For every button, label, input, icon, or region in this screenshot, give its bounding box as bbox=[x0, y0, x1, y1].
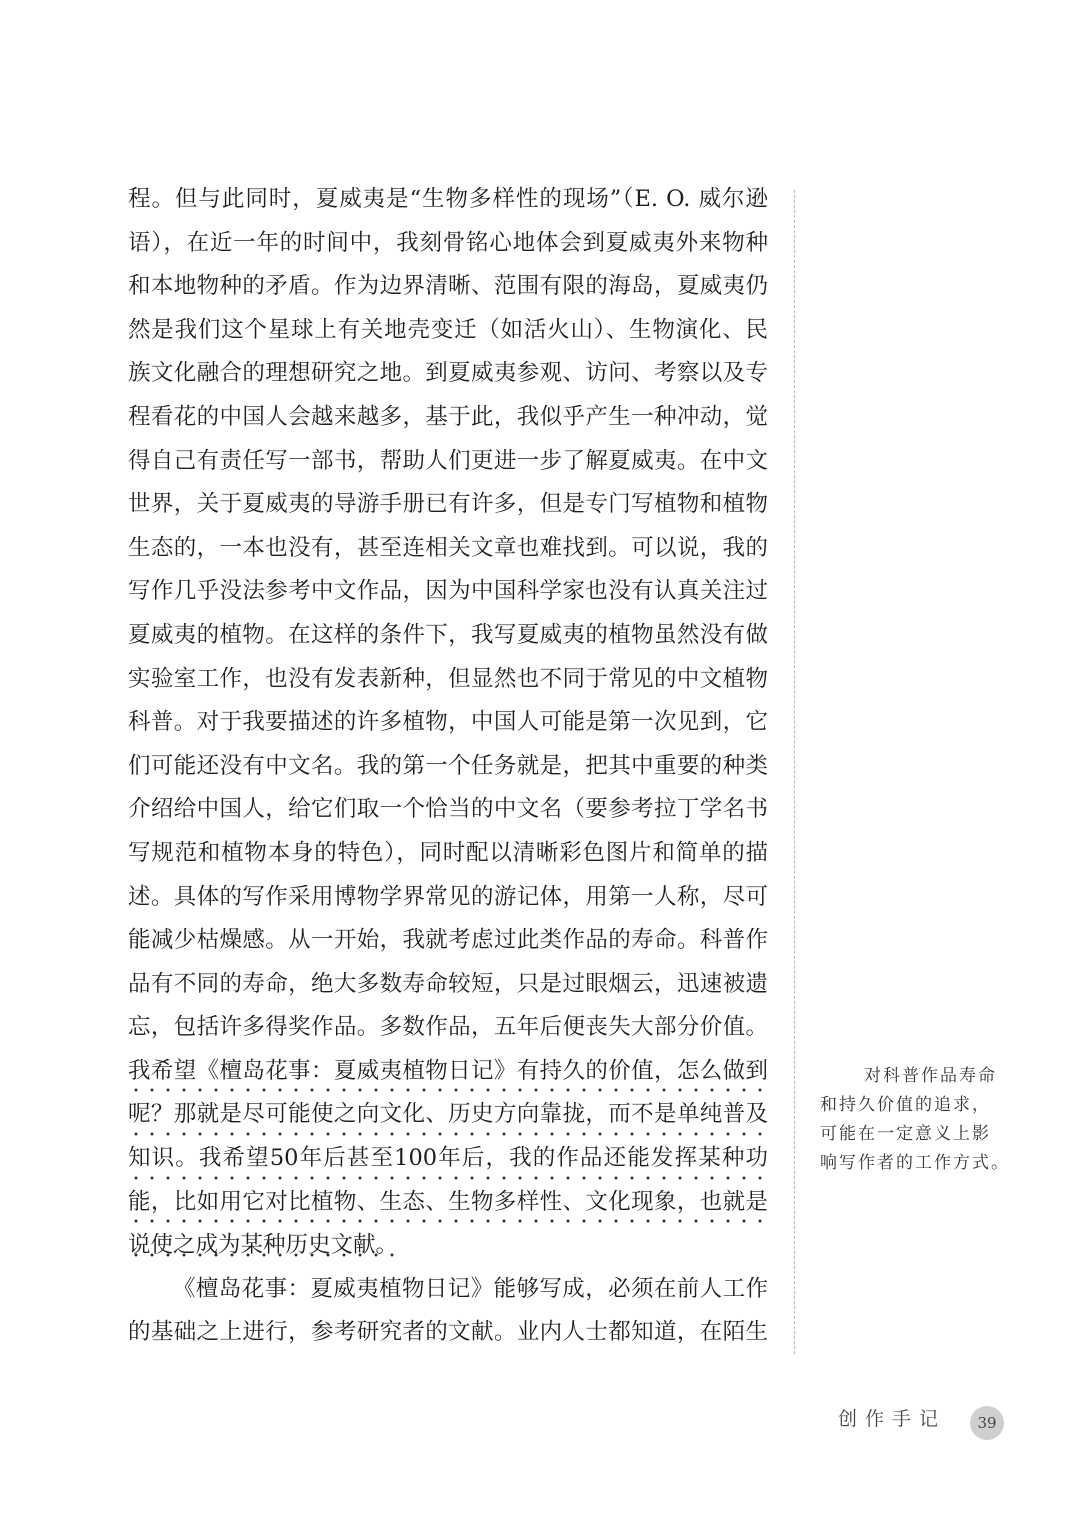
text-line: 写规范和植物本身的特色），同时配以清晰彩色图片和简单的描 bbox=[128, 839, 768, 866]
text-line: 程看花的中国人会越来越多，基于此，我似乎产生一种冲动，觉 bbox=[128, 403, 768, 430]
text-line: 语），在近一年的时间中，我刻骨铭心地体会到夏威夷外来物种 bbox=[128, 229, 768, 256]
paragraph-start-line: 《檀岛花事：夏威夷植物日记》能够写成，必须在前人工作 bbox=[173, 1275, 768, 1302]
page-number-badge: 39 bbox=[970, 1406, 1004, 1440]
text-line: 述。具体的写作采用博物学界常见的游记体，用第一人称，尽可 bbox=[128, 883, 768, 910]
text-line: 忘，包括许多得奖作品。多数作品，五年后便丧失大部分价值。 bbox=[128, 1014, 768, 1041]
margin-note-line: 响写作者的工作方式。 bbox=[820, 1153, 1010, 1173]
text-line: 介绍给中国人，给它们取一个恰当的中文名（要参考拉丁学名书 bbox=[128, 796, 768, 823]
emphasized-text-line: 我希望《檀岛花事：夏威夷植物日记》有持久的价值，怎么做到 bbox=[128, 1050, 768, 1094]
text-line: 和本地物种的矛盾。作为边界清晰、范围有限的海岛，夏威夷仍 bbox=[128, 273, 768, 300]
emphasized-text-line: 能，比如用它对比植物、生态、生物多样性、文化现象，也就是 bbox=[128, 1181, 768, 1225]
text-line: 写作几乎没法参考中文作品，因为中国科学家也没有认真关注过 bbox=[128, 578, 768, 605]
section-label: 创作手记 bbox=[838, 1408, 947, 1430]
margin-divider bbox=[794, 190, 795, 1354]
text-line: 程。但与此同时，夏威夷是“生物多样性的现场”（E. O. 威尔逊 bbox=[128, 186, 768, 212]
text-line: 世界，关于夏威夷的导游手册已有许多，但是专门写植物和植物 bbox=[128, 491, 768, 518]
text-line: 们可能还没有中文名。我的第一个任务就是，把其中重要的种类 bbox=[128, 752, 768, 779]
margin-note bbox=[820, 1062, 1010, 1178]
margin-note-line: 对科普作品寿命 bbox=[864, 1066, 997, 1086]
text-line: 生态的，一本也没有，甚至连相关文章也难找到。可以说，我的 bbox=[128, 534, 768, 561]
text-line: 得自己有责任写一部书，帮助人们更进一步了解夏威夷。在中文 bbox=[128, 447, 768, 474]
margin-note-line: 可能在一定意义上影 bbox=[820, 1124, 991, 1144]
emphasized-text-line: 知识。我希望50年后甚至100年后，我的作品还能发挥某种功 bbox=[128, 1137, 768, 1181]
text-line: 品有不同的寿命，绝大多数寿命较短，只是过眼烟云，迅速被遗 bbox=[128, 970, 768, 997]
text-line: 实验室工作，也没有发表新种，但显然也不同于常见的中文植物 bbox=[128, 665, 768, 692]
text-line: 然是我们这个星球上有关地壳变迁（如活火山）、生物演化、民 bbox=[128, 316, 768, 343]
text-line: 族文化融合的理想研究之地。到夏威夷参观、访问、考察以及专 bbox=[128, 360, 768, 387]
text-line: 的基础之上进行，参考研究者的文献。业内人士都知道，在陌生 bbox=[128, 1319, 768, 1346]
text-line: 夏威夷的植物。在这样的条件下，我写夏威夷的植物虽然没有做 bbox=[128, 621, 768, 648]
emphasized-text-line-end bbox=[128, 1224, 768, 1268]
text-line: 科普。对于我要描述的许多植物，中国人可能是第一次见到，它 bbox=[128, 709, 768, 736]
emphasized-span: 说使之成为某种历史文献。 bbox=[128, 1232, 399, 1259]
text-line: 能减少枯燥感。从一开始，我就考虑过此类作品的寿命。科普作 bbox=[128, 927, 768, 954]
margin-note-line: 和持久价值的追求， bbox=[820, 1095, 991, 1115]
emphasized-text-line: 呢？那就是尽可能使之向文化、历史方向靠拢，而不是单纯普及 bbox=[128, 1093, 768, 1137]
body-text bbox=[128, 178, 768, 1355]
